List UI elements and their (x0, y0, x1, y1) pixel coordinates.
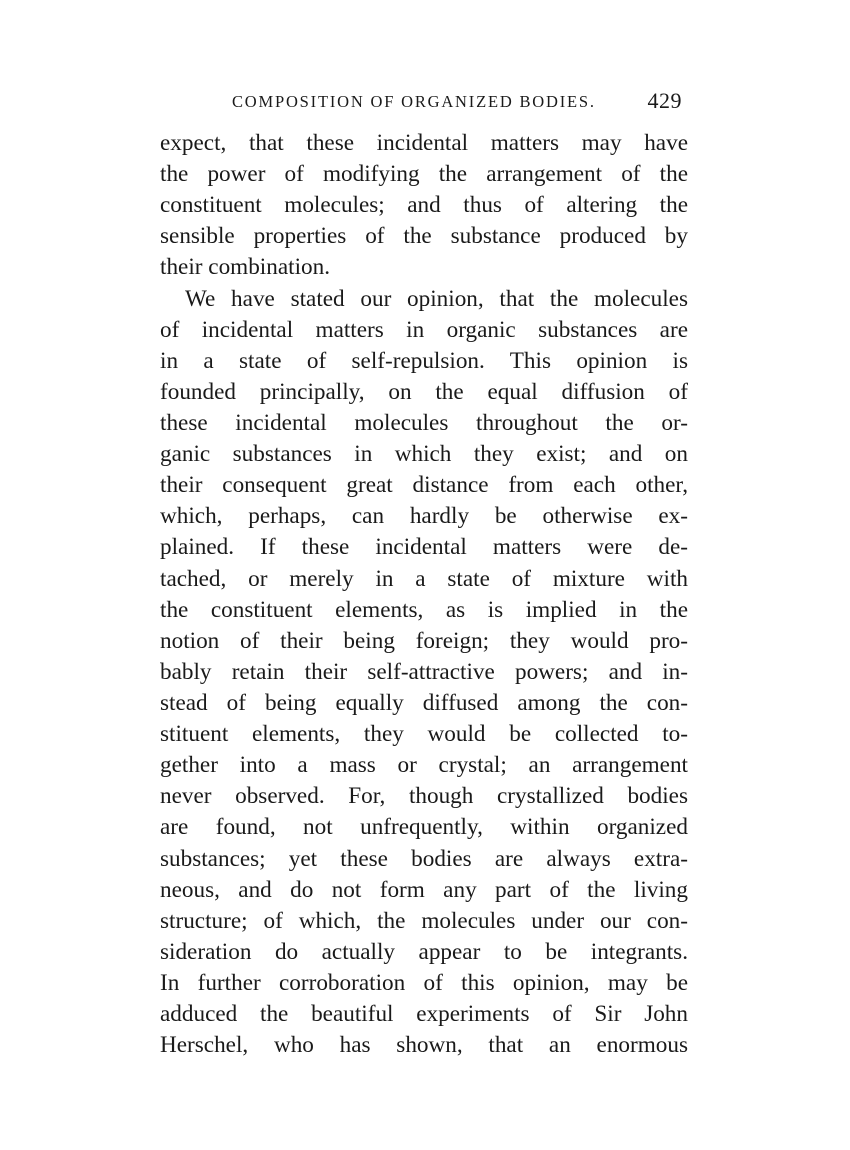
text-line: tached, or merely in a state of mixture with (160, 565, 688, 592)
text-line: gether into a mass or crystal; an arrangement (160, 752, 688, 779)
text-line: of incidental matters in organic substances are (160, 316, 688, 343)
text-line: their consequent great distance from each other, (160, 472, 688, 499)
text-line: founded principally, on the equal diffusion of (160, 378, 688, 405)
text-line: plained. If these incidental matters were de- (160, 534, 688, 561)
paragraph-start-line: We have stated our opinion, that the molecules (185, 285, 688, 312)
text-line: substances; yet these bodies are always extra- (160, 845, 688, 872)
running-header (160, 88, 688, 118)
text-line: expect, that these incidental matters may have (160, 130, 688, 156)
text-line: constituent molecules; and thus of altering the (160, 192, 688, 219)
text-line: adduced the beautiful experiments of Sir John (160, 1001, 688, 1028)
text-line: stituent elements, they would be collected to- (160, 721, 688, 748)
text-line: In further corroboration of this opinion, may be (160, 969, 688, 996)
text-line: structure; of which, the molecules under our con- (160, 907, 688, 934)
text-line: Herschel, who has shown, that an enormous (160, 1032, 688, 1059)
text-line: the power of modifying the arrangement of the (160, 161, 688, 188)
text-line: in a state of self-repulsion. This opinion is (160, 347, 688, 374)
page-number: 429 (647, 88, 682, 113)
text-line: are found, not unfrequently, within organized (160, 814, 688, 841)
text-line: which, perhaps, can hardly be otherwise ex- (160, 503, 688, 530)
text-line: these incidental molecules throughout the or- (160, 409, 688, 436)
paragraph-end-line: their combination. (160, 254, 331, 281)
text-line: neous, and do not form any part of the living (160, 876, 688, 903)
text-line: the constituent elements, as is implied in the (160, 596, 688, 623)
text-line: notion of their being foreign; they would pro- (160, 627, 688, 654)
body-text (160, 128, 688, 1061)
text-line: never observed. For, though crystallized bodies (160, 783, 688, 810)
text-line: sensible properties of the substance produced by (160, 223, 688, 250)
text-line: ganic substances in which they exist; and on (160, 441, 688, 468)
text-line: stead of being equally diffused among the con- (160, 689, 688, 716)
text-line: sideration do actually appear to be integrants. (160, 938, 688, 965)
running-title: COMPOSITION OF ORGANIZED BODIES. (232, 92, 596, 111)
text-line: bably retain their self-attractive powers; and in- (160, 658, 688, 685)
